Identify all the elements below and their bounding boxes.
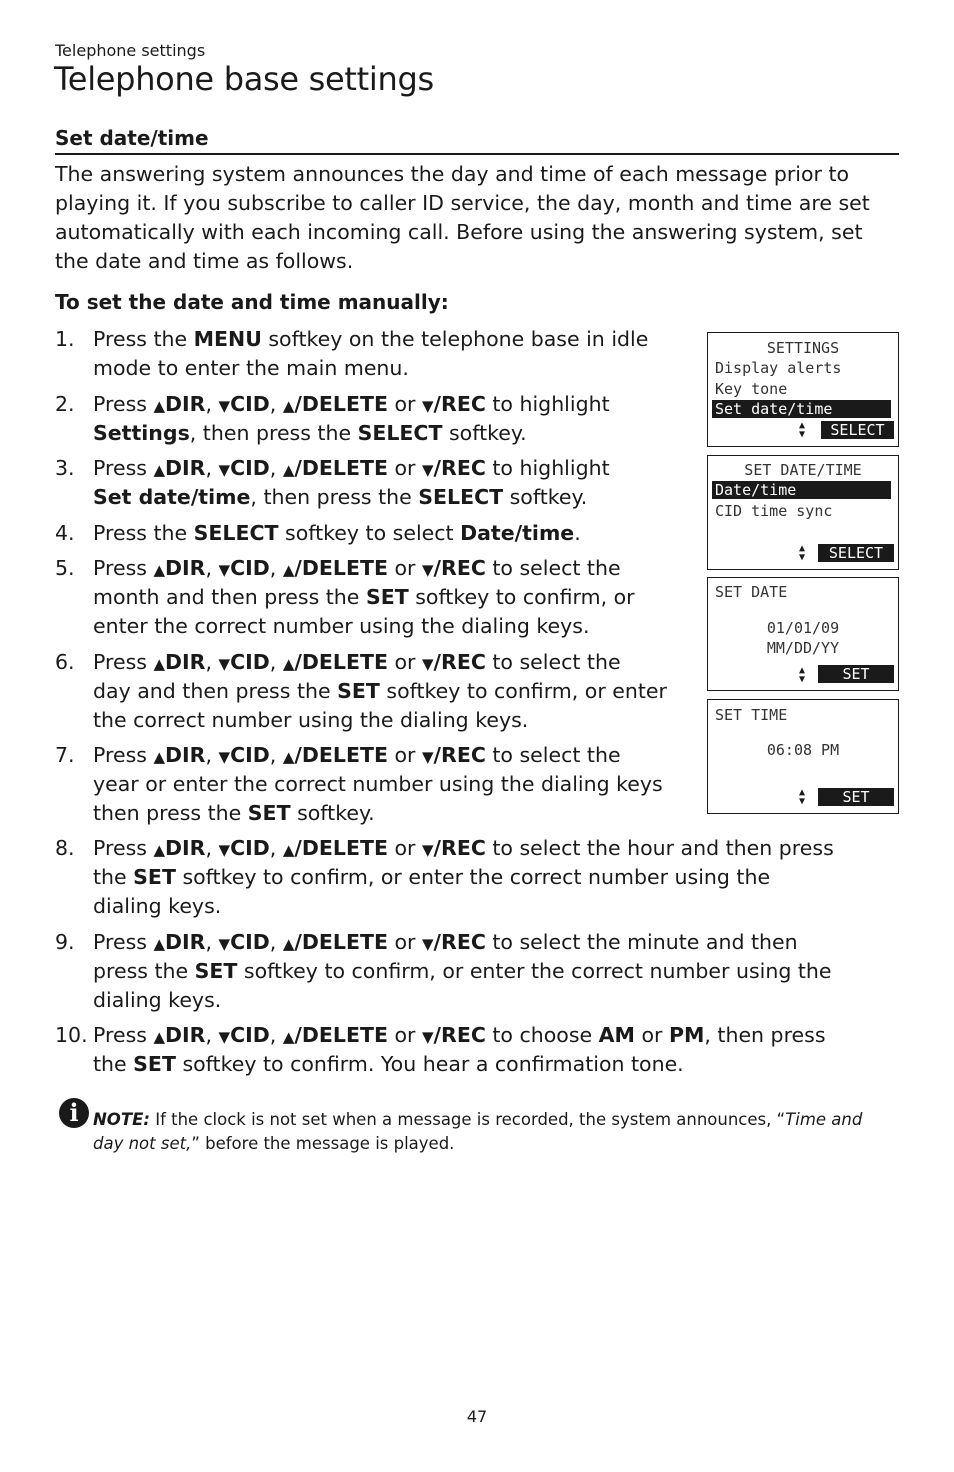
step-number: 3. — [55, 456, 75, 480]
step-number: 4. — [55, 521, 75, 545]
section-header-label: Telephone settings — [55, 41, 206, 60]
step-text — [93, 554, 635, 641]
lcd-menu-item-highlighted: Set date/time — [712, 400, 891, 418]
step-line: Set date/time, then press the SELECT softkey. — [93, 485, 588, 509]
lcd-softkey: SET — [818, 665, 894, 683]
step-line: the SET softkey to confirm. You hear a confirmation tone. — [93, 1052, 684, 1076]
up-down-arrows-icon: ▲ ▼ — [798, 420, 806, 440]
lcd-screen-set-date-time — [707, 455, 899, 570]
lcd-screen-set-date — [707, 577, 899, 691]
page-title: Telephone base settings — [54, 60, 434, 98]
lcd-date-format: MM/DD/YY — [766, 639, 840, 657]
note-text-after: ” before the message is played. — [191, 1133, 455, 1153]
lcd-time-value: 06:08 PM — [766, 741, 840, 759]
step-line: Press ▲DIR, ▼CID, ▲/DELETE or ▼/REC to select the — [93, 556, 621, 580]
info-icon: i — [59, 1098, 89, 1128]
step-text — [93, 390, 610, 448]
step-line: Press ▲DIR, ▼CID, ▲/DELETE or ▼/REC to select the minute and then — [93, 930, 798, 954]
step-line: Press ▲DIR, ▼CID, ▲/DELETE or ▼/REC to highlight — [93, 392, 610, 416]
step-text — [93, 1021, 826, 1079]
up-down-arrows-icon: ▲ ▼ — [798, 787, 806, 807]
page-number: 47 — [466, 1407, 488, 1426]
note-text-before: If the clock is not set when a message is recorded, the system announces, “ — [149, 1110, 786, 1129]
step-line: enter the correct number using the dialing keys. — [93, 614, 590, 638]
step-line: press the SET softkey to confirm, or enter the correct number using the — [93, 959, 832, 983]
lcd-title: SETTINGS — [766, 339, 840, 357]
lcd-menu-item: Key tone — [715, 380, 788, 398]
step-line: Press the SELECT softkey to select Date/time. — [93, 521, 581, 545]
lcd-menu-item: CID time sync — [715, 502, 833, 520]
step-line: then press the SET softkey. — [93, 801, 375, 825]
step-number: 7. — [55, 743, 75, 767]
step-text — [93, 519, 581, 548]
step-line: Press ▲DIR, ▼CID, ▲/DELETE or ▼/REC to select the — [93, 650, 621, 674]
lcd-date-value: 01/01/09 — [766, 619, 840, 637]
step-line: Press the MENU softkey on the telephone base in idle — [93, 327, 649, 351]
lcd-softkey: SET — [818, 788, 894, 806]
step-text — [93, 741, 663, 828]
lcd-menu-item-highlighted: Date/time — [712, 481, 891, 499]
step-line: month and then press the SET softkey to confirm, or — [93, 585, 635, 609]
step-text — [93, 325, 648, 383]
intro-paragraph: The answering system announces the day and time of each message prior to playing it. If you subscribe to caller ID service, the day, month and time are set automatically with each incoming call. Before using the answering system, set the date and time as follows. — [55, 162, 870, 273]
lcd-title: SET TIME — [715, 706, 788, 724]
step-number: 9. — [55, 930, 75, 954]
step-line: Settings, then press the SELECT softkey. — [93, 421, 527, 445]
step-line: Press ▲DIR, ▼CID, ▲/DELETE or ▼/REC to choose AM or PM, then press — [93, 1023, 826, 1047]
step-number: 6. — [55, 650, 75, 674]
step-text — [93, 648, 667, 735]
note-text — [93, 1108, 893, 1155]
section-title: Set date/time — [55, 126, 899, 155]
step-number: 10. — [55, 1023, 88, 1047]
step-number: 8. — [55, 836, 75, 860]
step-line: the correct number using the dialing keys. — [93, 708, 529, 732]
step-line: day and then press the SET softkey to confirm, or enter — [93, 679, 667, 703]
up-down-arrows-icon: ▲ ▼ — [798, 543, 806, 563]
step-line: the SET softkey to confirm, or enter the correct number using the — [93, 865, 771, 889]
step-number: 5. — [55, 556, 75, 580]
step-line: year or enter the correct number using the dialing keys — [93, 772, 663, 796]
note-label: NOTE: — [93, 1110, 150, 1129]
step-line: dialing keys. — [93, 894, 222, 918]
step-text — [93, 454, 610, 512]
step-text — [93, 928, 832, 1015]
lcd-screen-settings — [707, 332, 899, 447]
step-line: Press ▲DIR, ▼CID, ▲/DELETE or ▼/REC to select the — [93, 743, 621, 767]
lcd-title: SET DATE — [715, 583, 788, 601]
step-number: 2. — [55, 392, 75, 416]
up-down-arrows-icon: ▲ ▼ — [798, 665, 806, 685]
step-line: Press ▲DIR, ▼CID, ▲/DELETE or ▼/REC to select the hour and then press — [93, 836, 834, 860]
lcd-title: SET DATE/TIME — [744, 461, 862, 479]
step-text — [93, 834, 834, 921]
step-line: mode to enter the main menu. — [93, 356, 409, 380]
step-number: 1. — [55, 327, 75, 351]
step-line: Press ▲DIR, ▼CID, ▲/DELETE or ▼/REC to highlight — [93, 456, 610, 480]
step-line: dialing keys. — [93, 988, 222, 1012]
lcd-menu-item: Display alerts — [715, 359, 842, 377]
procedure-heading: To set the date and time manually: — [55, 290, 449, 314]
note-quote: Time and day not set, — [93, 1110, 863, 1153]
lcd-softkey: SELECT — [818, 544, 894, 562]
lcd-screen-set-time — [707, 699, 899, 814]
lcd-softkey: SELECT — [821, 421, 894, 439]
